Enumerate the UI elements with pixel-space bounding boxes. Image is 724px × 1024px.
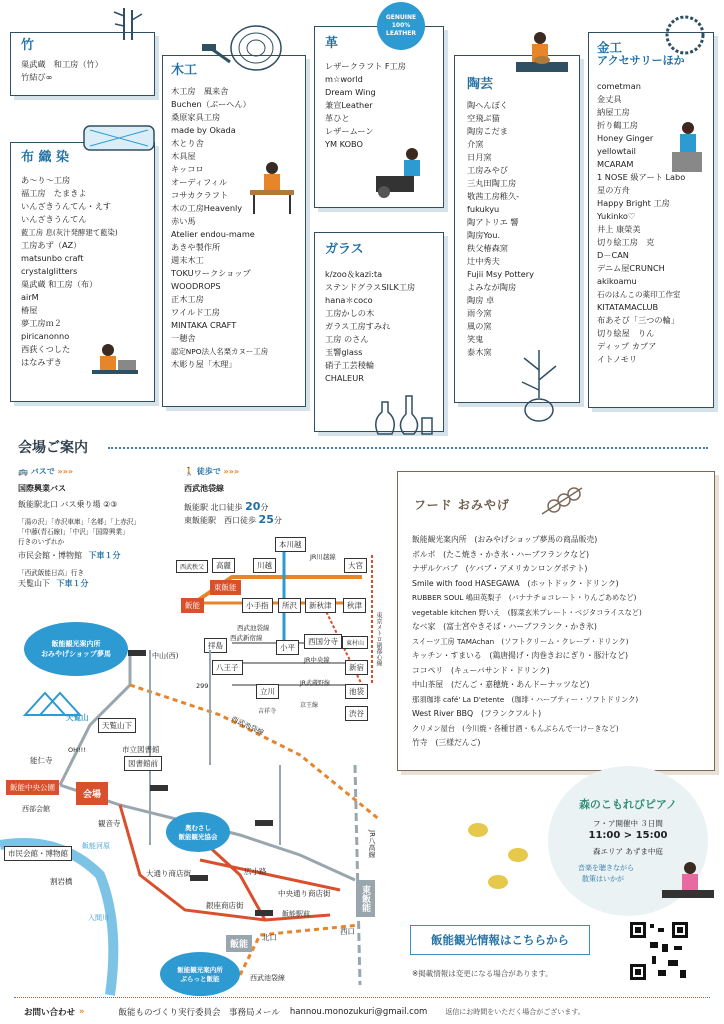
list-item: KITATAMACLUB xyxy=(597,302,659,313)
list-item: 秩父椿森窯 xyxy=(467,242,508,253)
list-item: 那須珈琲 café' La D'etente (珈琲・ハーブティー・ソフトドリンク) xyxy=(412,694,639,704)
footer xyxy=(0,1000,724,1024)
list-item: WOODROPS xyxy=(171,280,221,291)
list-item: ワイルド工房 xyxy=(171,306,220,317)
map-label-kamiyagawa: 飯能河原 xyxy=(82,842,110,850)
walk-icon: 🚶 xyxy=(184,467,197,476)
list-item: キッチン・すまいる (鶏唐揚げ・肉巻きおにぎり・豚汁など) xyxy=(412,651,629,660)
walk-station-1 xyxy=(184,501,364,514)
card-take-list xyxy=(21,58,144,84)
walk-station-1-min: 20 xyxy=(245,500,261,513)
venue-divider xyxy=(108,447,708,449)
list-item: 工房かしの木 xyxy=(325,307,375,318)
list-item: キッコロ xyxy=(171,163,204,174)
station-omiya: 大宮 xyxy=(344,558,367,573)
list-item: あきや製作所 xyxy=(171,241,221,252)
piano-time: 11:00 > 15:00 xyxy=(588,830,668,841)
map-label-chuo: 中央通り商店街 xyxy=(278,889,331,898)
station-kotesashi: 小手指 xyxy=(242,598,273,613)
badge-line1: GENUINE xyxy=(385,14,417,21)
station-hanno: 飯能 xyxy=(181,598,204,613)
station-hachioji: 八王子 xyxy=(212,660,243,675)
station-shibuya: 渋谷 xyxy=(345,706,368,721)
birds-illustration xyxy=(458,810,548,900)
map-label-tenranzan: 天覧山 xyxy=(66,713,89,722)
bus-icon: 🚌 xyxy=(18,467,31,476)
bus-routes-2: 「中藤(青石線)」「中沢」「国際興業」 xyxy=(18,528,129,536)
list-item: Happy Bright 工房 xyxy=(597,198,670,209)
list-item: 辻中秀夫 xyxy=(467,255,500,266)
list-item: 工房 のさん xyxy=(325,333,369,344)
list-item: 西荻くつした xyxy=(21,343,71,354)
map-info-bubble-2[interactable]: 奥むさし 飯能観光協会 xyxy=(166,812,230,852)
fabric-roll-icon xyxy=(78,118,160,158)
list-item: airM xyxy=(21,291,39,302)
list-item: ナザルケバブ (ケバブ・アメリカンロングポテト) xyxy=(412,564,588,573)
list-item: 正木工房 xyxy=(171,293,204,304)
list-item: hana＊coco xyxy=(325,294,373,305)
list-item: 硝子工芸稜輪 xyxy=(325,359,375,370)
bus-company: 国際興業バス xyxy=(18,484,66,493)
bus-getoff-1-time: 下車１分 xyxy=(88,551,121,560)
card-mokko-title: 木工 xyxy=(171,63,198,78)
bus-getoff-2-stop: 天覧山下 xyxy=(18,579,50,588)
qr-code-icon[interactable] xyxy=(628,920,690,982)
list-item: 玉響glass xyxy=(325,346,363,357)
footer-arrows: » xyxy=(79,1007,85,1017)
list-item: 井上 康榮美 xyxy=(597,224,641,235)
list-item: West River BBQ (フランクフルト) xyxy=(412,709,542,718)
list-item: Buchen（ぶーへん） xyxy=(171,98,251,109)
list-item: 椿屋 xyxy=(21,304,38,315)
list-item: RUBBER SOUL 嶋田英梨子 (バナナチョコレート・りんごあめなど) xyxy=(412,593,637,602)
walk-station-2-min: 25 xyxy=(258,513,274,526)
piano-place: 森エリア あずま中庭 xyxy=(593,847,663,856)
card-take-title: 竹 xyxy=(21,38,35,53)
bus-section xyxy=(18,466,188,590)
bus-stop: 飯能駅北口 バス乗り場 ②③ xyxy=(18,500,118,509)
list-item: 中山茶屋 (だんご・嘉穂焼・あんドーナッツなど) xyxy=(412,680,590,689)
leatherworker-illustration xyxy=(372,146,434,200)
list-item: 陶アトリエ 響 xyxy=(467,216,519,227)
list-item: 革ひと xyxy=(325,112,350,123)
list-item: 敬茜工房稚久- xyxy=(467,190,520,201)
list-item: Atelier endou-mame xyxy=(171,228,255,239)
list-item: D－CAN xyxy=(597,250,629,261)
glass-vases-icon xyxy=(368,390,438,436)
map-label-nishikaikan: 西部会館 xyxy=(22,805,50,813)
list-item: MCARAM xyxy=(597,159,634,170)
list-item: CHALEUR xyxy=(325,372,364,383)
map-label-nojinji: 能仁寺 xyxy=(30,756,53,765)
footer-label: お問い合わせ xyxy=(24,1008,76,1018)
station-higashimurayama: 東村山 xyxy=(342,636,368,649)
list-item: レザームーン xyxy=(325,125,374,136)
map-label-nishiguchi: 西口 xyxy=(340,927,355,936)
list-item: 折り鶴工房 xyxy=(597,120,638,131)
list-item: 笑鬼 xyxy=(467,333,484,344)
map-label-higashi: 東飯能 xyxy=(356,880,375,917)
list-item: MINTAKA CRAFT xyxy=(171,319,237,330)
station-honkawagoe: 本川越 xyxy=(275,537,306,552)
walk-station-1-unit: 分 xyxy=(260,503,269,512)
metalworker-illustration xyxy=(668,120,712,180)
list-item: ステンドグラスSILK工房 xyxy=(325,281,416,292)
list-item: 日月窯 xyxy=(467,151,492,162)
list-item: 認定NPO法人名栗カヌー工房 xyxy=(171,346,269,356)
station-metro: 東京メトロ副都心線 xyxy=(375,612,382,666)
piano-note1: 音楽を聴きながら xyxy=(578,864,634,872)
list-item: いんざきうんてん xyxy=(21,213,87,224)
map-label-ginza: 銀座商店街 xyxy=(206,901,244,910)
piano-title: 森のこもれびピアノ xyxy=(578,798,678,811)
piano-player-illustration xyxy=(660,860,716,904)
walk-station-2-unit: 分 xyxy=(273,516,282,525)
list-item: あ～り～工房 xyxy=(21,174,71,185)
card-mokko-list xyxy=(171,85,297,371)
bus-getoff-1 xyxy=(18,550,188,562)
map-label-shiminkaikan: 市民会館・博物館 xyxy=(4,846,72,861)
list-item: 飯能観光案内所 (おみやげショップ夢馬の商品販売) xyxy=(412,535,598,544)
list-item: 木の工房Heavenly xyxy=(171,202,243,213)
station-koma: 高麗 xyxy=(212,558,235,573)
food-title: フード おみやげ xyxy=(414,498,510,512)
walk-section xyxy=(184,466,364,527)
woodworker-illustration xyxy=(246,160,298,216)
list-item: cometman xyxy=(597,81,641,92)
list-item: スイーツ工房 TAMAchan (ソフトクリーム・クレープ・ドリンク) xyxy=(412,636,629,646)
card-nuno-title: 布 織 染 xyxy=(21,150,70,165)
bamboo-icon xyxy=(110,6,144,42)
list-item: matsunbo craft xyxy=(21,252,84,263)
station-tokorozawa: 所沢 xyxy=(278,598,301,613)
list-item: TOKUワークショップ xyxy=(171,267,251,278)
map-label-kitaguchi: 北口 xyxy=(262,933,277,942)
dango-icon xyxy=(538,484,588,518)
card-togei-title: 陶芸 xyxy=(467,77,494,92)
walk-station-1-name: 飯能駅 北口徒歩 xyxy=(184,503,243,512)
leather-badge xyxy=(377,2,425,50)
map-label-hirokoji: 広小路 xyxy=(244,867,267,876)
bus-heading xyxy=(18,466,188,478)
map-label-nakayama: 中山(西) xyxy=(152,652,179,660)
list-item: m☆world xyxy=(325,73,363,84)
list-item: vegetable kitchen 野いえ (豚菜玄米プレート・ベジタコライスなど) xyxy=(412,607,642,617)
station-nishikokubunji: 西国分寺 xyxy=(304,634,342,649)
list-item: イトノモリ xyxy=(597,354,638,365)
card-kinko xyxy=(588,32,714,408)
map-label-route: 299 xyxy=(196,682,209,690)
list-item: 1 NOSE 級アート Labo xyxy=(597,172,686,183)
station-kodaira: 小平 xyxy=(276,640,299,655)
badge-line2: 100% xyxy=(391,22,411,29)
card-kinko-subtitle: アクセサリーほか xyxy=(597,54,685,68)
bus-label: バスで xyxy=(30,467,55,476)
map-label-jr: JR八高線 xyxy=(368,830,376,858)
list-item: 一穂舎 xyxy=(171,332,196,343)
map-label-iriai: 入間川 xyxy=(88,914,109,922)
list-item: fukukyu xyxy=(467,203,500,214)
station-jrkawagoe: JR川越線 xyxy=(310,553,336,561)
list-item: YM KOBO xyxy=(325,138,363,149)
list-item: 泰木窯 xyxy=(467,346,492,357)
list-item: クリメン屋台 (今川焼・各種甘酒・もんぶらんで一けーきなど) xyxy=(412,723,619,733)
station-shinakitsu: 新秋津 xyxy=(305,598,336,613)
notice-text: ※掲載情報は変更になる場合があります。 xyxy=(412,969,553,978)
list-item: 介窯 xyxy=(467,138,484,149)
map-label-tenranzanshita: 天覧山下 xyxy=(98,718,136,733)
card-kinko-title-main: 金工 xyxy=(597,40,623,55)
list-item: 石のはんこの薬印工作室 xyxy=(597,290,681,300)
map-info-bubble-3[interactable]: 飯能観光案内所 ぷらっと飯能 xyxy=(160,952,240,996)
station-jrchuo: JR中央線 xyxy=(304,656,330,664)
walk-arrows: »»» xyxy=(223,467,240,476)
station-seibuchichibu: 西武秩父 xyxy=(176,560,208,573)
list-item: made by Okada xyxy=(171,124,236,135)
weaver-illustration xyxy=(88,340,142,388)
piano-note2: 散策はいかが xyxy=(582,875,624,883)
station-higashihanno: 東飯能 xyxy=(210,580,241,595)
list-item: なべ家 (富士宮やきそば・ハーブフランク・かき氷) xyxy=(412,622,597,631)
walk-label: 徒歩で xyxy=(196,467,221,476)
station-haijima: 拝島 xyxy=(204,638,227,653)
list-item: 福工房 たまきよ xyxy=(21,187,87,198)
map-label-park: 飯能中央公園 xyxy=(6,780,59,795)
list-item: 雨今窯 xyxy=(467,307,492,318)
station-akitsu: 秋津 xyxy=(343,598,366,613)
map-label-kannonji: 観音寺 xyxy=(98,819,121,828)
ring-necklace-icon xyxy=(660,12,710,58)
card-glass-title: ガラス xyxy=(325,242,364,257)
map-label-seibu-2: 西武池袋線 xyxy=(250,974,285,982)
list-item: k/zoo＆kazi:ta xyxy=(325,268,383,279)
list-item: 陶へんぼく xyxy=(467,99,508,110)
list-item: はなみずき xyxy=(21,356,62,367)
list-item: コサカクラフト xyxy=(171,189,229,200)
bus-routes2: 「西武飯能日高」行き xyxy=(18,569,84,577)
piano-line1: フ・ア開催中 ３日間 xyxy=(593,819,663,828)
list-item: Honey Ginger xyxy=(597,133,654,144)
list-item: 風の窯 xyxy=(467,320,492,331)
venue-title: 会場ご案内 xyxy=(18,440,88,456)
list-item: 陶房 卓 xyxy=(467,294,495,305)
map-label-wariiwabashi: 割岩橋 xyxy=(50,877,73,886)
bus-getoff-2 xyxy=(18,578,188,590)
card-glass-list xyxy=(325,268,433,385)
list-item: 桑原家具工房 xyxy=(171,111,221,122)
map-label-hannoeki: 飯能駅前 xyxy=(282,910,310,918)
station-tachikawa: 立川 xyxy=(256,684,279,699)
list-item: crystalglitters xyxy=(21,265,78,276)
list-item: 夢工房ｍ２ xyxy=(21,317,62,328)
map-label-hanno: 飯能 xyxy=(226,935,252,952)
list-item: 三丸田陶工房 xyxy=(467,177,517,188)
card-kawa-title: 革 xyxy=(325,36,339,51)
card-togei-list xyxy=(467,99,569,359)
list-item: piricanonno xyxy=(21,330,70,341)
map-label-seibu-1: 西武池袋線 xyxy=(229,714,266,738)
list-item: いんざきうんてん・えす xyxy=(21,200,112,211)
list-item: Yukinko♡ xyxy=(597,211,636,222)
food-card xyxy=(397,471,715,771)
walk-line: 西武池袋線 xyxy=(184,484,224,493)
list-item: 木とり舎 xyxy=(171,137,204,148)
list-item: 工房あず（AZ） xyxy=(21,239,82,250)
station-shinjuku: 新宿 xyxy=(345,660,368,675)
bus-getoff-2-time: 下車１分 xyxy=(56,579,89,588)
list-item: yellowtail xyxy=(597,146,636,157)
station-keio: 京王線 xyxy=(300,702,319,709)
tourism-info-button[interactable]: 飯能観光情報はこちらから xyxy=(410,925,590,955)
list-item: ココペリ (キューバサンド・ドリンク) xyxy=(412,665,550,675)
list-item: 納屋工房 xyxy=(597,107,630,118)
food-list xyxy=(412,533,714,751)
map-label-ohi: OH!!! xyxy=(68,746,86,754)
list-item: 木彫り屋「木理」 xyxy=(171,358,237,369)
list-item: akikoamu xyxy=(597,276,637,287)
list-item: 竹結び∞ xyxy=(21,71,53,82)
station-jrmusashino: JR武蔵野線 xyxy=(300,680,330,687)
list-item: 巣武蔵 和工房（布） xyxy=(21,278,98,289)
list-item: 兼宣Leather xyxy=(325,99,373,110)
list-item: 藍工房 息(灰汁発酵建て藍染) xyxy=(21,227,118,237)
footer-email[interactable]: hannou.monozukuri@gmail.com xyxy=(289,1007,428,1017)
list-item: Fujii Msy Pottery xyxy=(467,268,534,279)
card-kawa-list xyxy=(325,60,433,151)
plant-vase-icon xyxy=(514,340,564,424)
map-label-toshokan: 市立図書館 xyxy=(122,745,160,754)
list-item: よみなが陶房 xyxy=(467,281,517,292)
walk-heading xyxy=(184,466,364,478)
walk-station-2-name: 東飯能駅 西口徒歩 xyxy=(184,516,256,525)
list-item: 切り絵工房 克 xyxy=(597,237,655,248)
station-kawagoe: 川越 xyxy=(253,558,276,573)
list-item: 工房みやび xyxy=(467,164,508,175)
list-item: 切り絵屋 りん xyxy=(597,328,655,339)
map-label-toshokan2: 図書館前 xyxy=(124,756,162,771)
footer-divider xyxy=(14,997,710,998)
list-item: 巣武蔵 和工房（竹） xyxy=(21,58,103,69)
footer-org: 飯能ものづくり実行委員会 事務局メール xyxy=(118,1008,280,1018)
list-item: 竹寺 (三様だんご) xyxy=(412,738,481,747)
station-ikebukuro: 池袋 xyxy=(345,684,368,699)
list-item: デニム屋CRUNCH xyxy=(597,263,665,274)
bus-getoff-1-stop: 市民会館・博物館 xyxy=(18,551,82,560)
list-item: 星の方舟 xyxy=(597,185,630,196)
list-item: 木工房 風来舎 xyxy=(171,85,229,96)
walk-station-2 xyxy=(184,514,364,527)
station-seibushinjuku: 西武新宿線 xyxy=(230,634,263,642)
map-info-bubble-1[interactable]: 飯能観光案内所 おみやげショップ夢馬 xyxy=(24,622,128,676)
bus-arrows: »»» xyxy=(57,467,74,476)
list-item: 空飛ぶ猫 xyxy=(467,112,500,123)
bus-routes-1: 「湯の沢」「赤沢車庫」「名郷」「上赤沢」 xyxy=(18,518,140,526)
list-item: 陶房こだま xyxy=(467,125,508,136)
list-item: Smile with food HASEGAWA (ホットドック・ドリンク) xyxy=(412,578,619,588)
list-item: 金丈具 xyxy=(597,94,622,105)
list-item: Dream Wing xyxy=(325,86,376,97)
map-label-odori: 大通り商店街 xyxy=(146,869,191,878)
list-item: 陶房You. xyxy=(467,229,501,240)
card-mokko xyxy=(162,55,306,407)
station-kichijoji: 吉祥寺 xyxy=(258,708,277,715)
list-item: 赤い馬 xyxy=(171,215,196,226)
station-seibuikebukurosen: 西武池袋線 xyxy=(237,624,270,632)
list-item: ディップ カプア xyxy=(597,341,657,352)
list-item: レザークラフト F工房 xyxy=(325,60,406,71)
list-item: オーディフィル xyxy=(171,176,228,187)
footer-note: 返信にお時間をいただく場合がございます。 xyxy=(445,1008,585,1016)
list-item: 週末木工 xyxy=(171,254,204,265)
bus-routes-3: 行きのいずれか xyxy=(18,538,65,546)
list-item: ガラス工房すみれ xyxy=(325,320,391,331)
map-label-kaijo: 会場 xyxy=(76,782,108,805)
wood-slice-icon xyxy=(228,24,284,72)
badge-line3: LEATHER xyxy=(386,30,416,37)
list-item: ボルボ (たこ焼き・かき氷・ハーブフランクなど) xyxy=(412,549,590,559)
list-item: 木具屋 xyxy=(171,150,196,161)
list-item: 布あそび「三つの輪」 xyxy=(597,315,679,326)
potter-illustration xyxy=(510,30,574,88)
